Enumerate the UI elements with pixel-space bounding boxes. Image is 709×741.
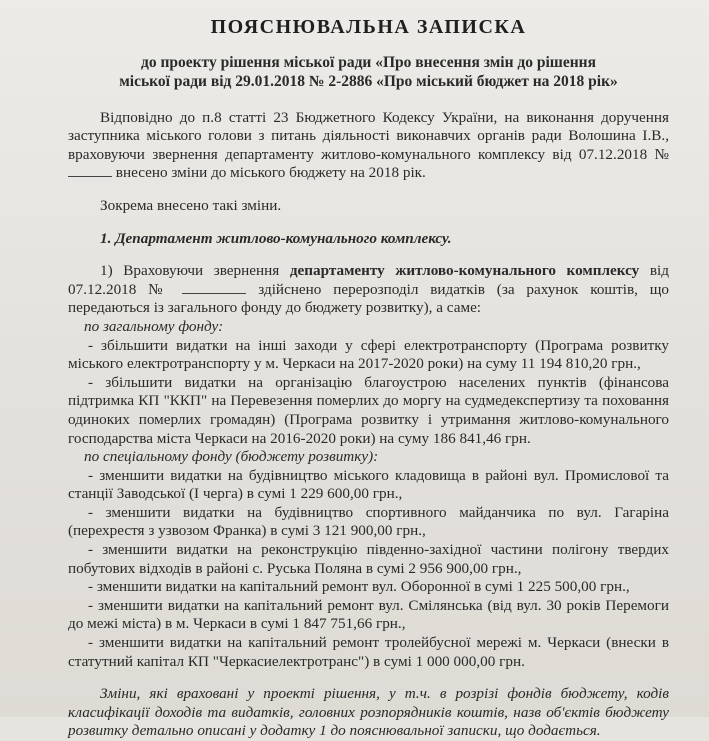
special-fund-heading: по спеціальному фонду (бюджету розвитку): (84, 448, 379, 466)
special-item: - зменшити видатки на реконструкцію південно-західної частини полігону твердих побутових відходів в районі с. Руська Поляна в сумі 2 956 900,00 грн., (68, 541, 669, 577)
special-item: - зменшити видатки на капітальний ремонт тролейбусної мережі м. Черкаси (внески в статутний капітал КП "Черкасиелектротранс") в сумі 1 000 000,00 грн. (68, 634, 669, 670)
p1-text-a: 1) Враховуючи звернення (100, 262, 280, 280)
document-title: ПОЯСНЮВАЛЬНА ЗАПИСКА (210, 16, 527, 38)
section-1-title: 1. Департамент житлово-комунального комплексу. (100, 229, 452, 247)
paragraph-1 (68, 262, 669, 318)
number-blank (68, 176, 112, 177)
intro-end-text: внесено зміни до міського бюджету на 2018 рік. (115, 164, 426, 182)
subtitle-line-1: до проекту рішення міської ради «Про внесення змін до рішення (140, 53, 597, 71)
general-item: - збільшити видатки на організацію благоустрою населених пунктів (фінансова підтримка КП "ККП" на Перевезення померлих до моргу на судмедекспертизу та поховання одиноких померлих громадян) (Програма розвитку і утримання житлово-комунального господарства міста Черкаси на 2016-2020 роки) на суму 186 841,46 грн. (68, 373, 669, 447)
p1-text-c: здійснено перерозподіл видатків (за рахунок коштів, що передаються із загального фонду до бюджету розвитку), а саме: (68, 280, 670, 317)
general-item: - збільшити видатки на інші заходи у сфері електротранспорту (Програма розвитку міського електротранспорту у м. Черкаси на 2017-2020 роки) на суму 11 194 810,20 грн., (68, 336, 669, 373)
intro-paragraph (68, 109, 669, 183)
special-item: - зменшити видатки на будівництво міського кладовища в районі вул. Промислової та станції Заводської (І черга) в сумі 1 229 600,00 грн., (68, 466, 669, 503)
document-subtitle (68, 53, 669, 91)
special-item: - зменшити видатки на капітальний ремонт вул. Оборонної в сумі 1 225 500,00 грн., (88, 578, 630, 596)
general-fund-heading: по загальному фонду: (84, 317, 224, 335)
changes-note: Зокрема внесено такі зміни. (100, 196, 282, 214)
intro-text: Відповідно до п.8 статті 23 Бюджетного Кодексу України, на виконання доручення заступника міського голови з питань діяльності виконавчих органів ради Волошина І.В., враховуючи звернення департаменту житлово-комунального комплексу від 07.12.2018 № (68, 108, 669, 163)
p1-number-blank (182, 293, 246, 294)
special-item: - зменшити видатки на капітальний ремонт вул. Смілянська (від вул. 30 років Перемоги до межі міста) в м. Черкаси в сумі 1 847 751,66 грн., (68, 596, 669, 633)
subtitle-line-2: міської ради від 29.01.2018 № 2-2886 «Про міський бюджет на 2018 рік» (119, 72, 618, 90)
special-item: - зменшити видатки на будівництво спортивного майданчика по вул. Гагаріна (перехрестя з узвозом Франка) в сумі 3 121 900,00 грн., (68, 503, 669, 540)
p1-text-b: від 07.12.2018 № (68, 262, 669, 298)
final-note: Зміни, які враховані у проекті рішення, у т.ч. в розрізі фондів бюджету, кодів класифікації доходів та видатків, головних розпорядників коштів, назв об'єктів бюджету розвитку детально описані у додатку 1 до пояснювальної записки, що додається. (68, 685, 669, 740)
p1-department: департаменту житлово-комунального комплексу (289, 262, 640, 280)
